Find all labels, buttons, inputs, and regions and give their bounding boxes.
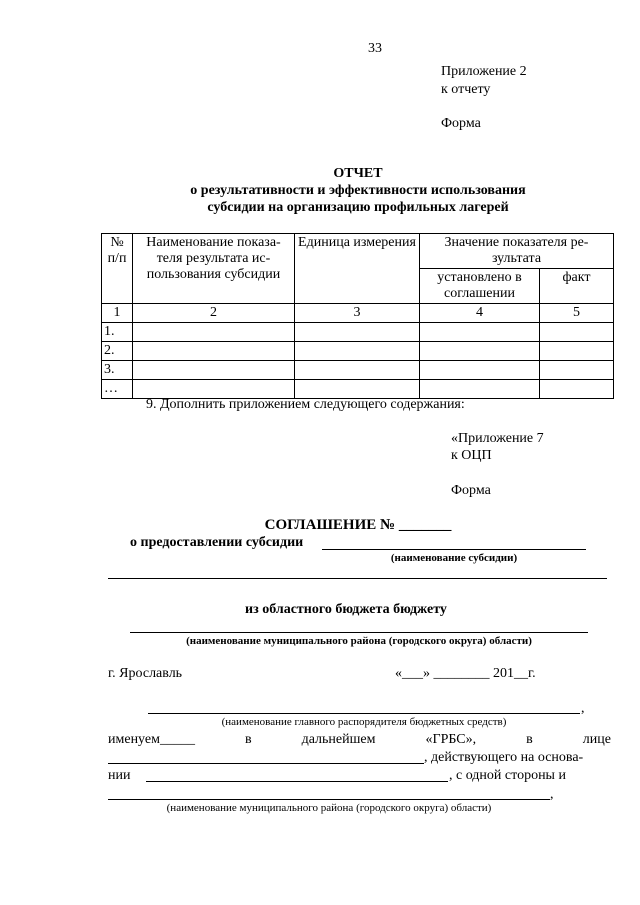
agreement-budget: из областного бюджета бюджету (245, 602, 447, 617)
col-number: 5 (540, 304, 614, 323)
agreement-provision: о предоставлении субсидии (130, 535, 304, 550)
page-number: 33 (368, 41, 382, 56)
item-9: 9. Дополнить приложением следующего содержания: (146, 397, 465, 412)
header-name: Наименование показа-теля результата ис-пользования субсидии (133, 234, 295, 304)
col-number: 2 (133, 304, 295, 323)
header-num: № п/п (102, 234, 133, 304)
report-table (101, 233, 614, 399)
appendix7-form: Форма (451, 483, 491, 498)
subsidy-caption: (наименование субсидии) (390, 552, 518, 564)
table-cell (420, 323, 540, 342)
header-unit: Единица измерения (295, 234, 420, 304)
table-cell (133, 361, 295, 380)
column-number-row (102, 304, 614, 323)
district-name-line (130, 632, 588, 633)
agreement-city: г. Ярославль (108, 666, 183, 681)
named-row (108, 731, 611, 749)
report-title: ОТЧЕТ (333, 166, 383, 181)
agreement-date: «___» ________ 201__г. (395, 666, 536, 681)
district-caption: (наименование муниципального района (городского округа) области) (186, 635, 532, 647)
named-word: дальнейшем (301, 732, 376, 747)
table-cell (540, 323, 614, 342)
row-number: 2. (102, 342, 133, 361)
table-cell (295, 342, 420, 361)
table-row (102, 361, 614, 380)
table-cell (540, 380, 614, 399)
header-value: Значение показателя ре-зультата (420, 234, 614, 269)
appendix2-line2: к отчету (441, 82, 491, 97)
acting-text: , действующего на основа- (424, 750, 584, 765)
district-caption-2: (наименование муниципального района (городского округа) области) (166, 802, 492, 814)
header-actual: факт (540, 269, 614, 304)
appendix7-line2: к ОЦП (451, 448, 492, 463)
table-cell (133, 342, 295, 361)
appendix2-line1: Приложение 2 (441, 64, 527, 79)
named-word: именуем_____ (108, 732, 195, 747)
col-number: 3 (295, 304, 420, 323)
basis-prefix: нии (108, 768, 131, 783)
table-cell (295, 323, 420, 342)
district-comma: , (550, 787, 554, 802)
table-cell (540, 361, 614, 380)
one-side-text: , с одной стороны и (449, 768, 566, 783)
appendix7-line1: «Приложение 7 (451, 431, 544, 446)
subsidy-name-line (322, 549, 586, 550)
grbs-name-line (148, 713, 580, 714)
named-word: лице (582, 732, 611, 747)
agreement-title: СОГЛАШЕНИЕ № _______ (264, 517, 452, 533)
table-cell (133, 323, 295, 342)
subsidy-name-line-2 (108, 578, 607, 579)
basis-line (146, 781, 448, 782)
header-planned: установлено в соглашении (420, 269, 540, 304)
report-subtitle-2: субсидии на организацию профильных лагерей (207, 200, 509, 215)
row-number: 3. (102, 361, 133, 380)
table-cell (420, 342, 540, 361)
representative-line (108, 763, 424, 764)
named-word: в (526, 732, 533, 747)
table-row (102, 342, 614, 361)
table-row (102, 323, 614, 342)
col-number: 1 (102, 304, 133, 323)
grbs-caption: (наименование главного распорядителя бюджетных средств) (221, 716, 507, 728)
named-word: «ГРБС», (425, 732, 477, 747)
grbs-comma: , (581, 701, 585, 716)
report-subtitle-1: о результативности и эффективности использования (190, 183, 526, 198)
row-number: 1. (102, 323, 133, 342)
row-number: … (102, 380, 133, 399)
district-line-2 (108, 799, 550, 800)
table-cell (420, 361, 540, 380)
col-number: 4 (420, 304, 540, 323)
named-word: в (244, 732, 252, 747)
table-cell (540, 342, 614, 361)
table-cell (295, 361, 420, 380)
appendix2-form: Форма (441, 116, 481, 131)
